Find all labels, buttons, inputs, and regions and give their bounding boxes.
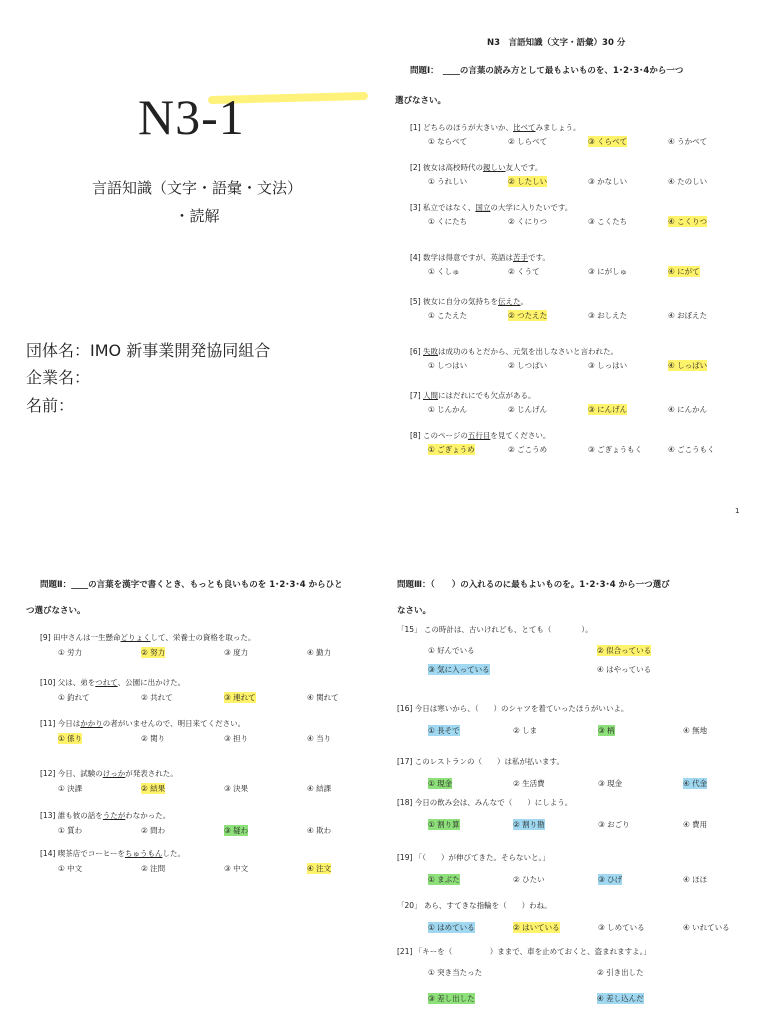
page2-section-line1: 問題Ⅱ：____の言葉を漢字で書くとき、もっとも良いものを 1･2･3･4 からひと: [40, 580, 343, 590]
question-after: にはだれにでも欠点がある。: [438, 391, 536, 400]
question-number: [8]: [410, 431, 424, 440]
option-3: ③ にがしゅ: [588, 267, 628, 276]
option-3: ③ しめている: [598, 923, 645, 932]
question-number: [10]: [40, 678, 58, 687]
option-1: ① くしゅ: [428, 267, 460, 276]
option-2: ② 生活費: [513, 779, 545, 788]
question-text: [410, 252, 550, 263]
cover-subtitle: [62, 174, 332, 230]
question-text: [397, 900, 552, 911]
question-after: の者がいませんので、明日来てください。: [102, 719, 246, 728]
question-after: を見てください。: [490, 431, 551, 440]
question-body: 今日は寒いから、（ ）のシャツを着ていったほうがいいよ。: [414, 704, 629, 713]
page2-section-line2: つ選びなさい。: [26, 606, 86, 616]
question-after: が発表された。: [125, 769, 178, 778]
cover-big-title: N3-1: [138, 89, 245, 145]
option-2: ② 関り: [141, 734, 166, 743]
option-1: ① じんかん: [428, 405, 468, 414]
question-number: [1]: [410, 123, 424, 132]
option-4: ④ 勤力: [307, 648, 332, 657]
page-number: 1: [735, 507, 740, 515]
option-2: ② したしい: [508, 177, 548, 186]
option-2: ② つたえた: [508, 311, 548, 320]
option-1: ① こたえた: [428, 311, 468, 320]
company-label: 企業名：: [26, 368, 91, 387]
option-3: ③ おしえた: [588, 311, 628, 320]
question-number: [13]: [40, 811, 58, 820]
question-target: 五行目: [467, 431, 491, 440]
option-3: ③ くらべて: [588, 137, 628, 146]
option-3: ③ 柄: [598, 726, 615, 735]
option-2: ② 引き出した: [597, 968, 644, 977]
question-before: 彼女は高校時代の: [423, 163, 484, 172]
option-3: ③ 現金: [598, 779, 623, 788]
option-1: ① 係り: [58, 734, 83, 743]
option-1: ① 割り算: [428, 820, 460, 829]
question-text: [40, 768, 178, 779]
option-2: ② しらべて: [508, 137, 548, 146]
option-4: ④ こくりつ: [668, 217, 708, 226]
option-4: ④ 当り: [307, 734, 332, 743]
option-3: ③ 差し出した: [428, 994, 475, 1003]
question-after: 。: [520, 297, 529, 306]
question-before: 父は、弟を: [57, 678, 96, 687]
name-label: 名前：: [26, 396, 75, 415]
question-before: 今日は: [57, 719, 81, 728]
option-4: ④ 欺わ: [307, 826, 332, 835]
question-body: 「（ ）が伸びてきた。そらないと。」: [414, 853, 550, 862]
question-after: 友人です。: [505, 163, 543, 172]
group-label: 団体名：IMO 新事業開発協同組合: [26, 341, 271, 360]
question-after: は成功のもとだから、元気を出しなさいと言われた。: [438, 347, 619, 356]
question-body: あら、すてきな指輪を（ ）わね。: [423, 901, 552, 910]
question-number: [6]: [410, 347, 424, 356]
option-3: ③ 担り: [224, 734, 249, 743]
cover-subtitle-line2: ・読解: [174, 207, 220, 225]
option-3: ③ 度力: [224, 648, 249, 657]
option-4: ④ 代金: [683, 779, 708, 788]
question-number: [21]: [397, 947, 415, 956]
option-3: ③ にんげん: [588, 405, 628, 414]
question-text: [397, 946, 651, 957]
question-text: [40, 677, 185, 688]
option-1: ① ならべて: [428, 137, 468, 146]
option-4: ④ おぼえた: [668, 311, 708, 320]
option-3: ③ 気に入っている: [428, 665, 490, 674]
option-1: ① はめている: [428, 923, 475, 932]
question-target: うたが: [102, 811, 126, 820]
question-body: 今日の飲み会は、みんなで（ ）にしよう。: [414, 798, 573, 807]
page1-section-line2: 選びなさい。: [395, 96, 447, 106]
option-3: ③ かなしい: [588, 177, 628, 186]
option-4: ④ 無地: [683, 726, 708, 735]
question-number: [9]: [40, 633, 54, 642]
option-4: ④ にがて: [668, 267, 700, 276]
question-target: ちゅうもん: [124, 849, 163, 858]
option-1: ① うれしい: [428, 177, 468, 186]
question-text: [410, 122, 581, 133]
question-before: 喫茶店でコーヒーを: [57, 849, 125, 858]
question-text: [397, 624, 593, 635]
option-2: ② ひたい: [513, 875, 545, 884]
option-2: ② くうて: [508, 267, 540, 276]
option-4: ④ はやっている: [597, 665, 652, 674]
option-4: ④ にんかん: [668, 405, 708, 414]
question-number: [16]: [397, 704, 415, 713]
question-number: [2]: [410, 163, 424, 172]
question-after: した。: [162, 849, 185, 858]
question-before: 私立ではなく、: [423, 203, 476, 212]
question-text: [40, 848, 185, 859]
question-text: [397, 852, 550, 863]
page1-header: N3 言語知識（文字・語彙）30 分: [487, 38, 626, 48]
question-text: [40, 810, 170, 821]
option-1: ① 長そで: [428, 726, 460, 735]
option-2: ② 共れて: [141, 693, 173, 702]
question-number: [7]: [410, 391, 424, 400]
question-number: [4]: [410, 253, 424, 262]
question-before: 誰も彼の話を: [57, 811, 103, 820]
option-4: ④ ほほ: [683, 875, 708, 884]
option-1: ① 質わ: [58, 826, 83, 835]
option-4: ④ しっぱい: [668, 361, 708, 370]
question-number: [12]: [40, 769, 58, 778]
question-target: かかり: [80, 719, 103, 728]
option-2: ② はいている: [513, 923, 560, 932]
question-after: して、栄養士の資格を取った。: [150, 633, 256, 642]
option-1: ① 突き当たった: [428, 968, 483, 977]
question-before: 今日、試験の: [57, 769, 103, 778]
question-target: 苦手: [513, 253, 529, 262]
question-number: [11]: [40, 719, 58, 728]
option-1: ① 釣れて: [58, 693, 90, 702]
option-2: ② しま: [513, 726, 538, 735]
option-4: ④ ごこうもく: [668, 445, 715, 454]
question-number: [3]: [410, 203, 424, 212]
option-4: ④ 費用: [683, 820, 708, 829]
option-1: ① まぶた: [428, 875, 460, 884]
question-text: [410, 430, 550, 441]
question-text: [397, 797, 572, 808]
option-1: ① くにたち: [428, 217, 468, 226]
question-body: この時計は、古いけれども、とても（ ）。: [423, 625, 593, 634]
question-before: 田中さんは一生懸命: [53, 633, 121, 642]
option-2: ② 努力: [141, 648, 166, 657]
question-body: 「キーを（ ）ままで、車を止めておくと、盗まれますよ。」: [414, 947, 651, 956]
question-target: 人間: [423, 391, 439, 400]
option-4: ④ 差し込んだ: [597, 994, 644, 1003]
cover-subtitle-line1: 言語知識（文字・語彙・文法）: [91, 179, 302, 197]
question-after: わなかった。: [125, 811, 171, 820]
option-3: ③ 中文: [224, 864, 249, 873]
option-3: ③ ひげ: [598, 875, 623, 884]
option-2: ② 注問: [141, 864, 166, 873]
option-4: ④ たのしい: [668, 177, 708, 186]
question-text: [410, 162, 542, 173]
question-before: 数学は得意ですが、英語は: [423, 253, 514, 262]
option-4: ④ 注文: [307, 864, 332, 873]
question-after: です。: [528, 253, 550, 262]
option-2: ② くにりつ: [508, 217, 548, 226]
page3-section-line2: なさい。: [397, 606, 432, 616]
option-2: ② 問わ: [141, 826, 166, 835]
option-4: ④ うかべて: [668, 137, 708, 146]
question-target: どりょく: [120, 633, 151, 642]
question-number: [19]: [397, 853, 415, 862]
option-3: ③ 疑わ: [224, 826, 249, 835]
option-3: ③ 決果: [224, 784, 249, 793]
question-after: 、公園に出かけた。: [117, 678, 186, 687]
option-3: ③ こくたち: [588, 217, 628, 226]
option-2: ② 似合っている: [597, 646, 652, 655]
question-target: 失敗: [423, 347, 439, 356]
question-target: 親しい: [483, 163, 506, 172]
question-number: [17]: [397, 757, 415, 766]
question-number: [5]: [410, 297, 424, 306]
question-text: [397, 703, 628, 714]
option-4: ④ いれている: [683, 923, 730, 932]
question-target: 伝えた: [498, 297, 521, 306]
question-body: このレストランの（ ）は私が払います。: [414, 757, 564, 766]
question-after: みましょう。: [535, 123, 581, 132]
question-target: けっか: [102, 769, 126, 778]
page1-section-line1: 問題Ⅰ： ____の言葉の読み方として最もよいものを、1･2･3･4から一つ: [410, 66, 684, 76]
option-1: ① 現金: [428, 779, 453, 788]
question-before: 彼女に自分の気持ちを: [423, 297, 499, 306]
question-number: [14]: [40, 849, 58, 858]
question-text: [40, 632, 255, 643]
question-after: の大学に入りたいです。: [490, 203, 573, 212]
question-text: [410, 346, 618, 357]
question-text: [40, 718, 245, 729]
option-3: ③ ごぎょうもく: [588, 445, 643, 454]
option-2: ② ごこうめ: [508, 445, 548, 454]
option-1: ① 決課: [58, 784, 83, 793]
option-3: ③ おごり: [598, 820, 630, 829]
option-1: ① しつはい: [428, 361, 468, 370]
option-1: ① ごぎょうめ: [428, 445, 475, 454]
question-before: このページの: [423, 431, 468, 440]
question-target: 比べて: [513, 123, 536, 132]
option-2: ② 割り勘: [513, 820, 545, 829]
question-number: 「15」: [397, 625, 424, 634]
question-number: 「20」: [397, 901, 424, 910]
option-2: ② 結果: [141, 784, 166, 793]
option-2: ② じんげん: [508, 405, 548, 414]
option-1: ① 好んでいる: [428, 646, 475, 655]
option-3: ③ しっはい: [588, 361, 628, 370]
question-number: [18]: [397, 798, 415, 807]
option-4: ④ 関れて: [307, 693, 339, 702]
question-before: どちらのほうが大きいか、: [423, 123, 514, 132]
option-2: ② しつぱい: [508, 361, 548, 370]
question-text: [397, 756, 564, 767]
question-target: 国立: [475, 203, 491, 212]
option-4: ④ 結課: [307, 784, 332, 793]
question-target: つれて: [95, 678, 118, 687]
question-text: [410, 390, 536, 401]
page3-section-line1: 問題Ⅲ：（ ）の入れるのに最もよいものを。1･2･3･4 から一つ選び: [397, 580, 670, 590]
option-1: ① 労力: [58, 648, 83, 657]
question-text: [410, 202, 572, 213]
question-text: [410, 296, 528, 307]
option-1: ① 中文: [58, 864, 83, 873]
option-3: ③ 連れて: [224, 693, 256, 702]
